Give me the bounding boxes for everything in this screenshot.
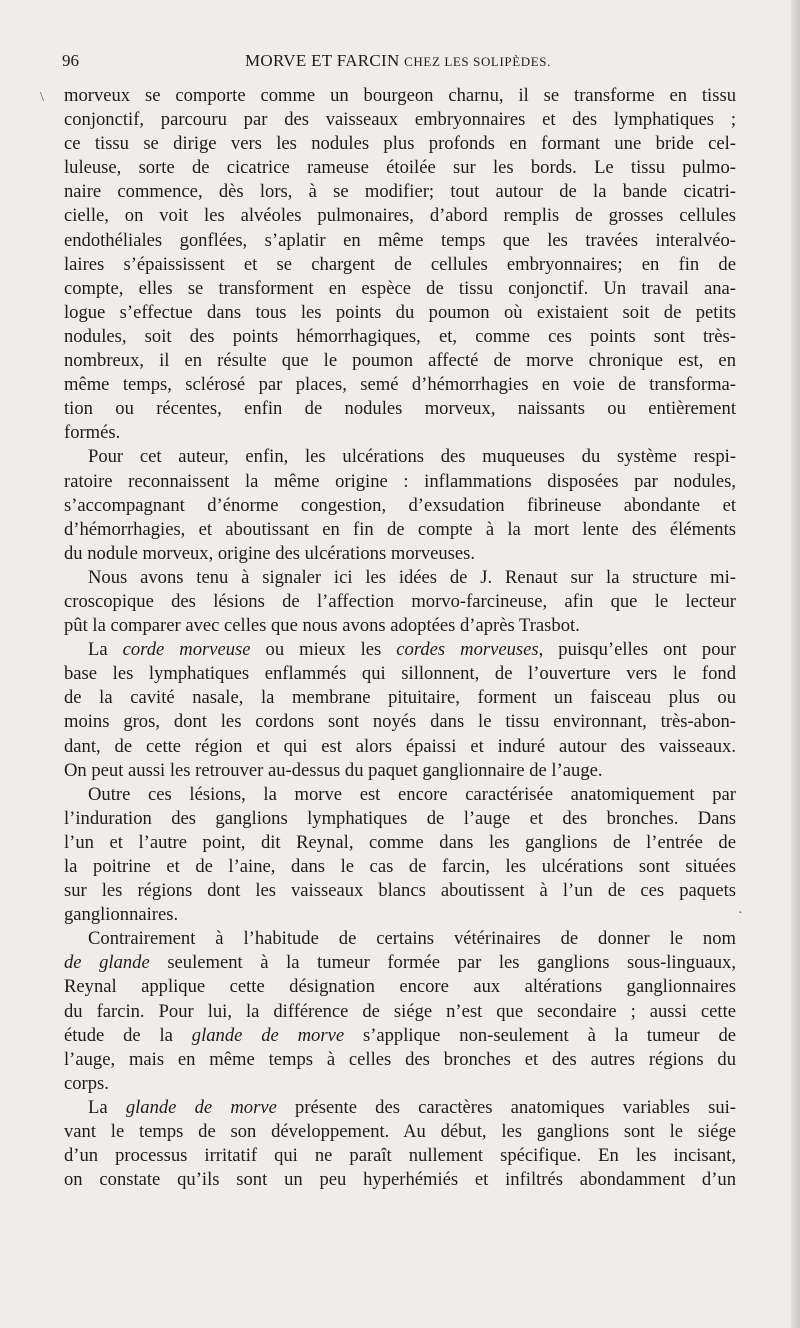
- text-run: d’un processus irritatif qui ne paraît nullement spécifique. En les incisant,: [64, 1145, 736, 1167]
- text-run: endothéliales gonflées, s’aplatir en même temps que les travées interalvéo-: [64, 229, 736, 251]
- text-line: [64, 638, 736, 662]
- running-title-main: MORVE ET FARCIN: [245, 51, 400, 70]
- text-run: corps.: [64, 1072, 109, 1094]
- text-line: [64, 759, 736, 783]
- text-line: [64, 470, 736, 494]
- page-number: 96: [62, 51, 79, 70]
- running-title-rest: CHEZ LES SOLIPÈDES.: [404, 54, 551, 69]
- text-line: [64, 277, 736, 301]
- text-line: [64, 975, 736, 999]
- text-line: [64, 951, 736, 975]
- text-line: [64, 1048, 736, 1072]
- text-line: [64, 879, 736, 903]
- italic-term: glande de morve: [125, 1096, 277, 1118]
- text-run: l’auge, mais en même temps à celles des bronches et des autres régions du: [64, 1048, 736, 1070]
- text-run: de la cavité nasale, la membrane pituitaire, forment un faisceau plus ou: [64, 687, 736, 709]
- text-line: [64, 614, 736, 638]
- text-run: la poitrine et de l’aine, dans le cas de farcin, les ulcérations sont situées: [64, 856, 736, 877]
- text-run: laires s’épaississent et se chargent de cellules embryonnaires; en fin de: [64, 253, 736, 275]
- text-run: s’applique non-seulement à la tumeur de: [344, 1024, 736, 1046]
- text-line: [64, 253, 736, 277]
- text-line: [64, 566, 736, 590]
- text-line: [64, 108, 736, 132]
- text-run: Pour cet auteur, enfin, les ulcérations des muqueuses du système respi-: [88, 446, 736, 468]
- text-run: nombreux, il en résulte que le poumon affecté de morve chronique est, en: [64, 350, 736, 372]
- text-run: formés.: [64, 422, 121, 444]
- text-line: [64, 807, 736, 831]
- text-run: du farcin. Pour lui, la différence de siége n’est que secondaire ; aussi cette: [64, 1000, 736, 1022]
- text-line: [64, 783, 736, 807]
- text-run: luleuse, sorte de cicatrice rameuse étoilée sur les bords. Le tissu pulmo-: [64, 157, 736, 179]
- text-line: [64, 1000, 736, 1024]
- text-run: étude de la: [64, 1024, 192, 1046]
- italic-term: corde morveuse: [122, 639, 251, 661]
- text-line: [64, 156, 736, 180]
- text-run: Nous avons tenu à signaler ici les idées de J. Renaut sur la structure mi-: [88, 566, 736, 588]
- text-run: l’induration des ganglions lymphatiques de l’auge et des bronches. Dans: [64, 807, 736, 829]
- text-run: On peut aussi les retrouver au-dessus du paquet ganglionnaire de l’auge.: [64, 759, 603, 781]
- text-line: [64, 686, 736, 710]
- text-run: sur les régions dont les vaisseaux blancs aboutissent à l’un de ces paquets: [64, 880, 736, 902]
- text-line: [64, 903, 736, 927]
- italic-term: glande de morve: [191, 1024, 345, 1046]
- text-run: naire commence, dès lors, à se modifier; tout autour de la bande cicatri-: [64, 181, 736, 203]
- text-line: [64, 180, 736, 204]
- text-line: [64, 445, 736, 469]
- page-edge-shadow: [791, 0, 800, 1328]
- text-run: morveux se comporte comme un bourgeon charnu, il se transforme en tissu: [64, 85, 736, 106]
- text-line: [64, 927, 736, 951]
- text-line: [64, 1072, 736, 1096]
- italic-term: cordes morveuses: [396, 639, 539, 661]
- text-run: logue s’effectue dans tous les points du poumon où existaient soit de petits: [64, 301, 736, 323]
- body-text: [64, 84, 736, 1192]
- text-line: [64, 735, 736, 759]
- text-line: [64, 542, 736, 566]
- text-run: dant, de cette région et qui est alors épaissi et induré autour des vaisseaux.: [64, 735, 736, 757]
- text-line: [64, 373, 736, 397]
- text-run: Outre ces lésions, la morve est encore caractérisée anatomiquement par: [88, 783, 736, 805]
- text-run: d’hémorrhagies, et aboutissant en fin de compte à la mort lente des éléments: [64, 518, 736, 540]
- text-line: [64, 84, 736, 108]
- text-run: ou mieux les: [250, 639, 397, 661]
- text-line: [64, 710, 736, 734]
- text-line: [64, 662, 736, 686]
- text-run: pût la comparer avec celles que nous avons adoptées d’après Trasbot.: [64, 615, 580, 637]
- text-run: présente des caractères anatomiques variables sui-: [276, 1096, 737, 1118]
- text-line: [64, 855, 736, 879]
- text-line: [64, 1168, 736, 1192]
- text-run: vant le temps de son développement. Au début, les ganglions sont le siége: [64, 1121, 736, 1143]
- text-run: du nodule morveux, origine des ulcérations morveuses.: [64, 542, 476, 564]
- text-run: s’accompagnant d’énorme congestion, d’exsudation fibrineuse abondante et: [64, 494, 736, 516]
- text-run: croscopique des lésions de l’affection morvo-farcineuse, afin que le lecteur: [64, 590, 736, 612]
- running-header: [62, 51, 734, 77]
- text-run: compte, elles se transforment en espèce de tissu conjonctif. Un travail ana-: [64, 277, 736, 299]
- text-run: ratoire reconnaissent la même origine : inflammations disposées par nodules,: [64, 470, 736, 492]
- text-line: [64, 1144, 736, 1168]
- margin-mark-top: \: [40, 90, 44, 105]
- text-line: [64, 518, 736, 542]
- text-line: [64, 132, 736, 156]
- text-run: moins gros, dont les cordons sont noyés dans le tissu environnant, très-abon-: [64, 711, 736, 733]
- text-line: [64, 1024, 736, 1048]
- text-line: [64, 831, 736, 855]
- text-run: nodules, soit des points hémorrhagiques, et, comme ces points sont très-: [64, 325, 736, 347]
- running-title: [62, 51, 734, 71]
- text-line: [64, 229, 736, 253]
- text-run: La: [88, 639, 123, 661]
- text-line: [64, 1120, 736, 1144]
- text-run: même temps, sclérosé par places, semé d’hémorrhagies en voie de transforma-: [64, 374, 736, 396]
- text-line: [64, 421, 736, 445]
- text-run: ce tissu se dirige vers les nodules plus profonds en formant une bride cel-: [64, 133, 736, 155]
- text-line: [64, 301, 736, 325]
- text-line: [64, 349, 736, 373]
- text-line: [64, 494, 736, 518]
- italic-term: de glande: [64, 952, 150, 974]
- text-run: seulement à la tumeur formée par les ganglions sous-linguaux,: [149, 952, 736, 974]
- text-run: on constate qu’ils sont un peu hyperhémiés et infiltrés abondamment d’un: [64, 1169, 736, 1191]
- text-line: [64, 397, 736, 421]
- text-run: l’un et l’autre point, dit Reynal, comme dans les ganglions de l’entrée de: [64, 831, 736, 853]
- text-line: [64, 590, 736, 614]
- margin-mark-right: ·: [738, 906, 743, 921]
- text-run: conjonctif, parcouru par des vaisseaux embryonnaires et des lymphatiques ;: [64, 109, 736, 131]
- text-line: [64, 1096, 736, 1120]
- text-line: [64, 204, 736, 228]
- text-run: cielle, on voit les alvéoles pulmonaires, d’abord remplis de grosses cellules: [64, 205, 736, 227]
- text-run: La: [88, 1096, 126, 1118]
- text-run: base les lymphatiques enflammés qui sillonnent, de l’ouverture vers le fond: [64, 663, 736, 685]
- text-run: tion ou récentes, enfin de nodules morveux, naissants ou entièrement: [64, 398, 736, 420]
- text-run: ganglionnaires.: [64, 904, 179, 926]
- text-run: Reynal applique cette désignation encore aux altérations ganglionnaires: [64, 976, 736, 998]
- text-run: Contrairement à l’habitude de certains vétérinaires de donner le nom: [88, 928, 736, 950]
- text-run: , puisqu’elles ont pour: [538, 639, 736, 661]
- text-line: [64, 325, 736, 349]
